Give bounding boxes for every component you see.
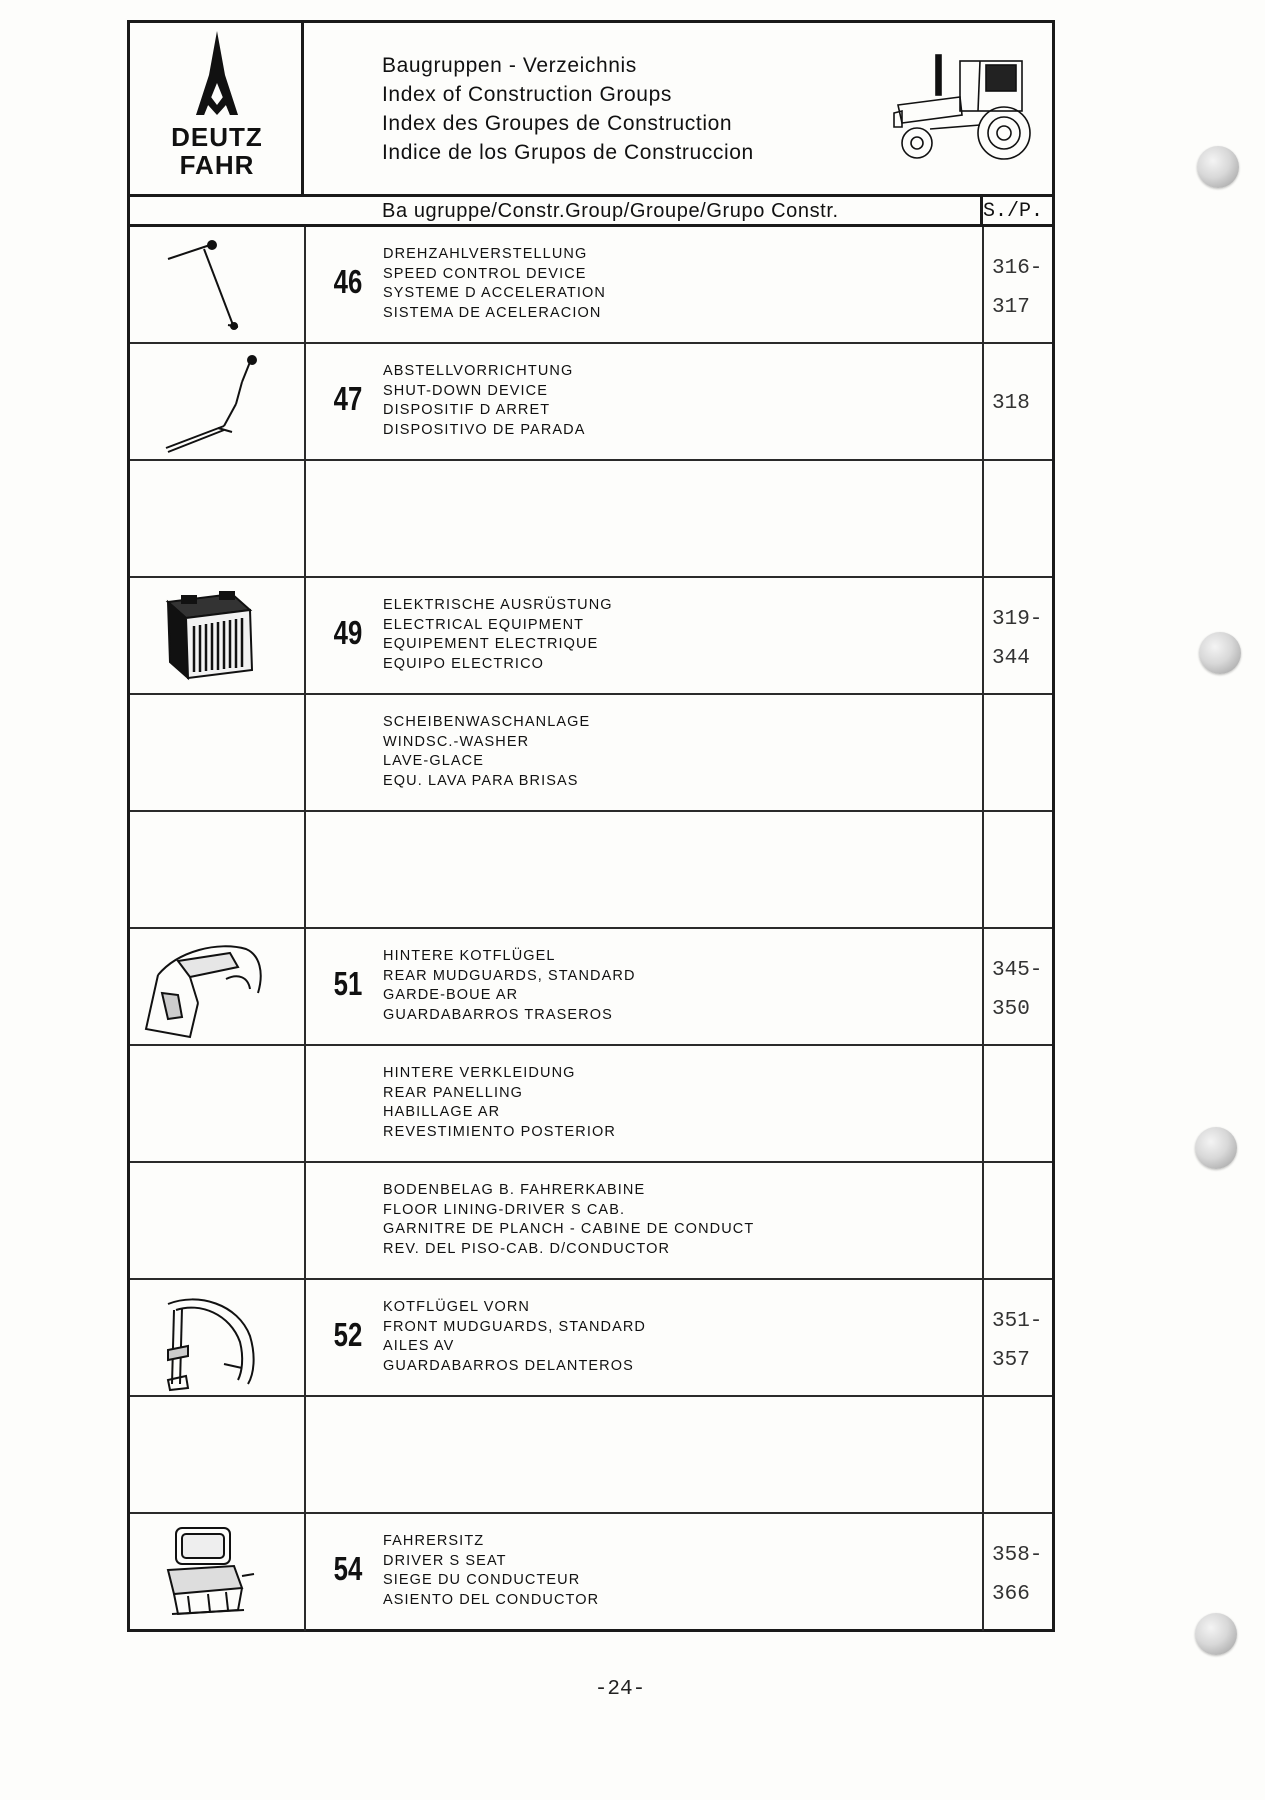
table-row (130, 1046, 1052, 1163)
group-number: 46 (333, 263, 363, 300)
front-mudguard-icon (138, 1284, 298, 1394)
cable-rod-icon (138, 348, 298, 458)
table-row-empty (130, 461, 1052, 578)
title-de: Baugruppen - Verzeichnis (382, 54, 637, 77)
group-description: DREHZAHLVERSTELLUNG SPEED CONTROL DEVICE SYSTEME D ACCELERATION SISTEMA DE ACELERACION (383, 246, 606, 321)
table-row (130, 1163, 1052, 1280)
battery-icon (138, 582, 298, 692)
title-fr: Index des Groupes de Construction (382, 112, 733, 135)
table-row (130, 695, 1052, 812)
driver-seat-icon (138, 1518, 298, 1628)
header (130, 23, 1052, 197)
page-number: -24- (594, 1678, 646, 1701)
group-column-header: Ba ugruppe/Constr.Group/Groupe/Grupo Constr. (382, 200, 839, 222)
tractor-icon (890, 53, 1040, 163)
group-rows (130, 227, 1052, 1631)
group-description: KOTFLÜGEL VORN FRONT MUDGUARDS, STANDARD AILES AV GUARDABARROS DELANTEROS (383, 1299, 646, 1374)
lever-rod-icon (138, 231, 298, 341)
group-description: HINTERE KOTFLÜGEL REAR MUDGUARDS, STANDARD GARDE-BOUE AR GUARDABARROS TRASEROS (383, 948, 636, 1023)
logo-line2: FAHR (179, 150, 255, 180)
binder-hole (1199, 632, 1241, 674)
group-description: FAHRERSITZ DRIVER S SEAT SIEGE DU CONDUCTEUR ASIENTO DEL CONDUCTOR (383, 1533, 600, 1608)
page-range: 345- 350 (992, 959, 1043, 1021)
group-description: ABSTELLVORRICHTUNG SHUT-DOWN DEVICE DISPOSITIF D ARRET DISPOSITIVO DE PARADA (383, 363, 586, 438)
binder-hole (1195, 1127, 1237, 1169)
table-row (130, 1514, 1052, 1631)
binder-hole (1195, 1613, 1237, 1655)
group-description: HINTERE VERKLEIDUNG REAR PANELLING HABILLAGE AR REVESTIMIENTO POSTERIOR (383, 1065, 616, 1140)
binder-hole (1197, 146, 1239, 188)
table-row (130, 578, 1052, 695)
index-titles (382, 51, 754, 167)
title-en: Index of Construction Groups (382, 83, 672, 106)
index-table (127, 20, 1055, 1632)
group-number: 51 (333, 965, 363, 1002)
table-row-empty (130, 812, 1052, 929)
table-row-empty (130, 1397, 1052, 1514)
table-row (130, 227, 1052, 344)
title-es: Indice de los Grupos de Construccion (382, 141, 754, 164)
page-range: 351- 357 (992, 1310, 1043, 1372)
deutz-spire-icon (130, 23, 304, 123)
group-description: SCHEIBENWASCHANLAGE WINDSC.-WASHER LAVE-GLACE EQU. LAVA PARA BRISAS (383, 714, 591, 789)
column-headers (130, 197, 1052, 227)
pages-column-header: S./P. (983, 200, 1044, 223)
group-number: 47 (333, 380, 363, 417)
group-description: ELEKTRISCHE AUSRÜSTUNG ELECTRICAL EQUIPMENT EQUIPEMENT ELECTRIQUE EQUIPO ELECTRICO (383, 597, 613, 672)
table-row (130, 1280, 1052, 1397)
brand-logo (130, 23, 304, 194)
group-number: 54 (333, 1550, 363, 1587)
table-row (130, 344, 1052, 461)
page-range: 318 (992, 392, 1030, 415)
page-range: 316- 317 (992, 257, 1043, 319)
page-range: 319- 344 (992, 608, 1043, 670)
group-number: 52 (333, 1316, 363, 1353)
table-row (130, 929, 1052, 1046)
group-number: 49 (333, 614, 363, 651)
rear-mudguard-icon (138, 933, 298, 1043)
group-description: BODENBELAG B. FAHRERKABINE FLOOR LINING-DRIVER S CAB. GARNITRE DE PLANCH - CABINE DE CONDUCT REV. DEL PISO-CAB. D/CONDUCTOR (383, 1182, 755, 1257)
logo-line1: DEUTZ (171, 122, 263, 152)
page-range: 358- 366 (992, 1544, 1043, 1606)
